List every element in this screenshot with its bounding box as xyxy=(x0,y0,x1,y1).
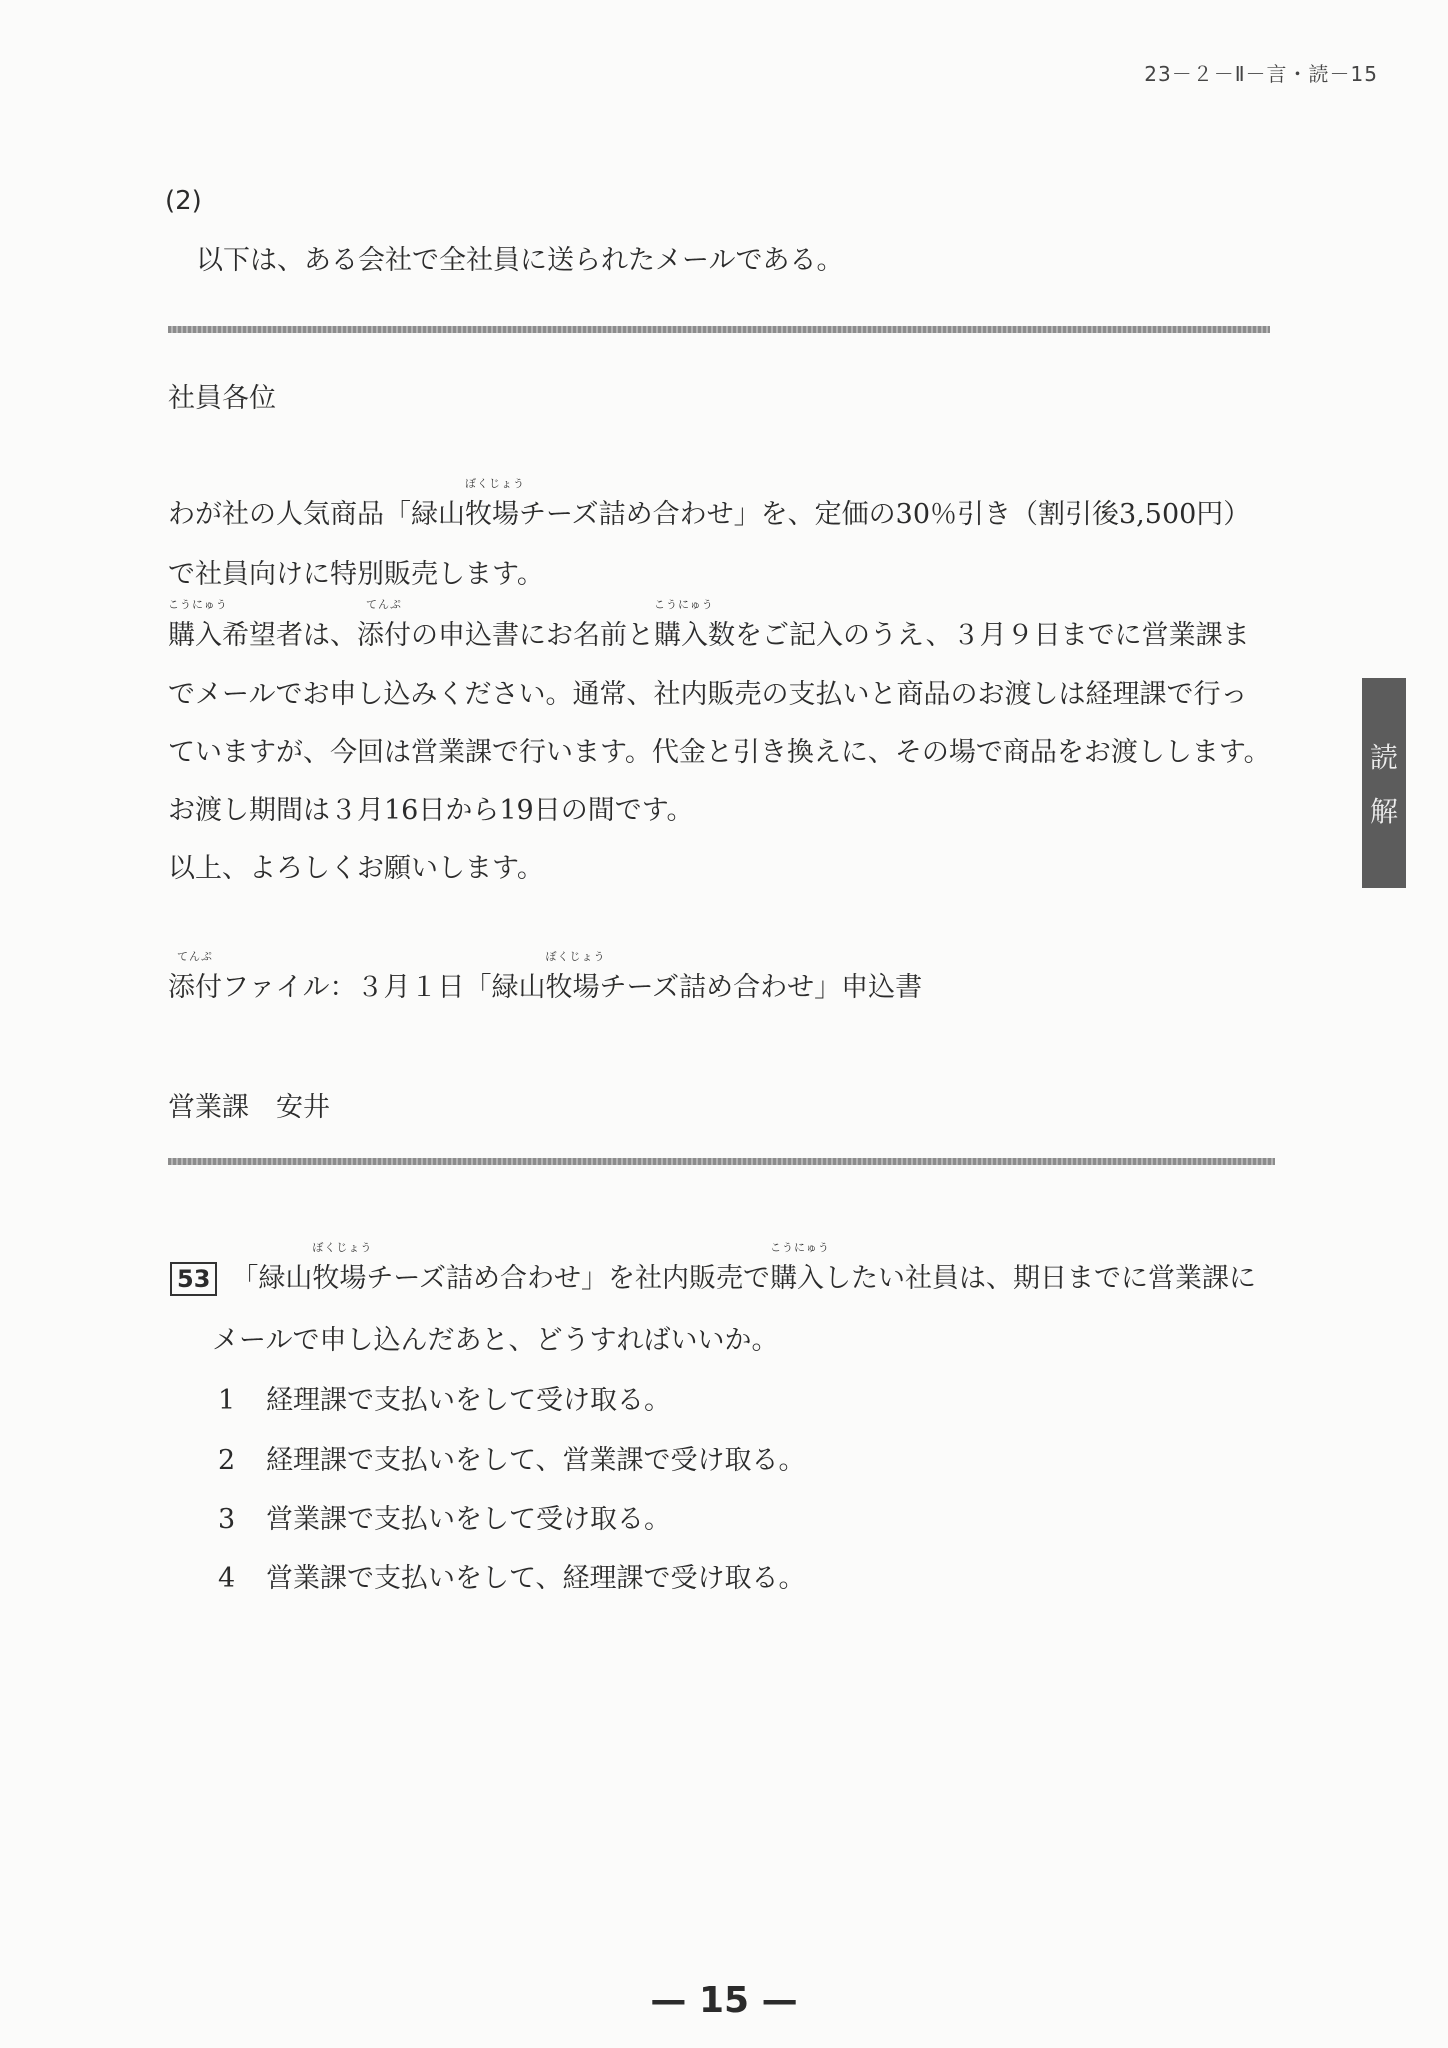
section-number: (2) xyxy=(165,186,202,216)
email-signature: 営業課 安井 xyxy=(168,1092,330,1123)
option-number: 1 xyxy=(218,1385,236,1416)
email-line-4: でメールでお申し込みください。通常、社内販売の支払いと商品のお渡しは経理課で行っ xyxy=(168,679,1248,710)
ruby-bokujou: ぼくじょう 牧場 xyxy=(465,477,525,530)
option-text: 営業課で支払いをして、経理課で受け取る。 xyxy=(266,1563,806,1594)
ruby-tenpu-attachment: てんぷ 添付 xyxy=(168,950,222,1003)
option-number: 3 xyxy=(218,1504,236,1535)
ruby-kounyuu: こうにゅう 購入 xyxy=(168,598,228,651)
question-line-2: メールで申し込んだあと、どうすればいいか。 xyxy=(212,1325,779,1356)
page-number: — 15 — xyxy=(650,1980,798,2021)
email-bottom-divider xyxy=(168,1158,1275,1165)
email-attachment: てんぷ 添付ファイル：３月１日「緑山 ぼくじょう 牧場チーズ詰め合わせ」申込書 xyxy=(168,950,923,1003)
email-line-3: こうにゅう 購入希望者は、 てんぷ 添付の申込書にお名前と こうにゅう 購入数をご記入のうえ、３月９日までに営業課ま xyxy=(168,598,1250,651)
answer-option-3[interactable] xyxy=(218,1497,671,1536)
ruby-bokujou-attachment: ぼくじょう 牧場 xyxy=(545,950,606,1003)
side-tab-char-1: 読 xyxy=(1369,741,1398,774)
option-text: 経理課で支払いをして、営業課で受け取る。 xyxy=(266,1445,806,1476)
option-number: 4 xyxy=(218,1563,236,1594)
email-line-5: ていますが、今回は営業課で行います。代金と引き換えに、その場で商品をお渡しします。 xyxy=(168,737,1271,768)
email-line-6: お渡し期間は３月16日から19日の間です。 xyxy=(168,795,694,826)
side-tab-char-2: 解 xyxy=(1369,795,1398,828)
page-header-code: 23－２－Ⅱ－言・読－15 xyxy=(1144,62,1378,86)
question-number: 53 xyxy=(170,1262,217,1296)
email-top-divider xyxy=(168,326,1270,333)
answer-option-1[interactable] xyxy=(218,1378,671,1417)
answer-option-4[interactable] xyxy=(218,1556,805,1595)
question-line-1: 53 「緑山 ぼくじょう 牧場チーズ詰め合わせ」を社内販売で こうにゅう 購入したい社員は、期日までに営業課に xyxy=(170,1256,1256,1296)
ruby-kounyuu-2: こうにゅう 購入 xyxy=(654,598,714,651)
option-number: 2 xyxy=(218,1445,236,1476)
ruby-kounyuu-question: こうにゅう 購入 xyxy=(770,1241,830,1294)
email-line-7: 以上、よろしくお願いします。 xyxy=(168,853,544,884)
ruby-bokujou-question: ぼくじょう 牧場 xyxy=(312,1241,373,1294)
email-line-1: わが社の人気商品「緑山 ぼくじょう 牧場チーズ詰め合わせ」を、定価の30％引き（割引後3,500円） xyxy=(168,477,1251,530)
email-line-2: で社員向けに特別販売します。 xyxy=(168,559,544,590)
reading-section-tab xyxy=(1362,678,1406,888)
section-intro: 以下は、ある会社で全社員に送られたメールである。 xyxy=(196,245,844,276)
email-salutation: 社員各位 xyxy=(168,383,276,414)
answer-option-2[interactable] xyxy=(218,1438,805,1477)
ruby-tenpu: てんぷ 添付 xyxy=(357,598,411,651)
option-text: 営業課で支払いをして受け取る。 xyxy=(266,1504,671,1535)
option-text: 経理課で支払いをして受け取る。 xyxy=(266,1385,671,1416)
